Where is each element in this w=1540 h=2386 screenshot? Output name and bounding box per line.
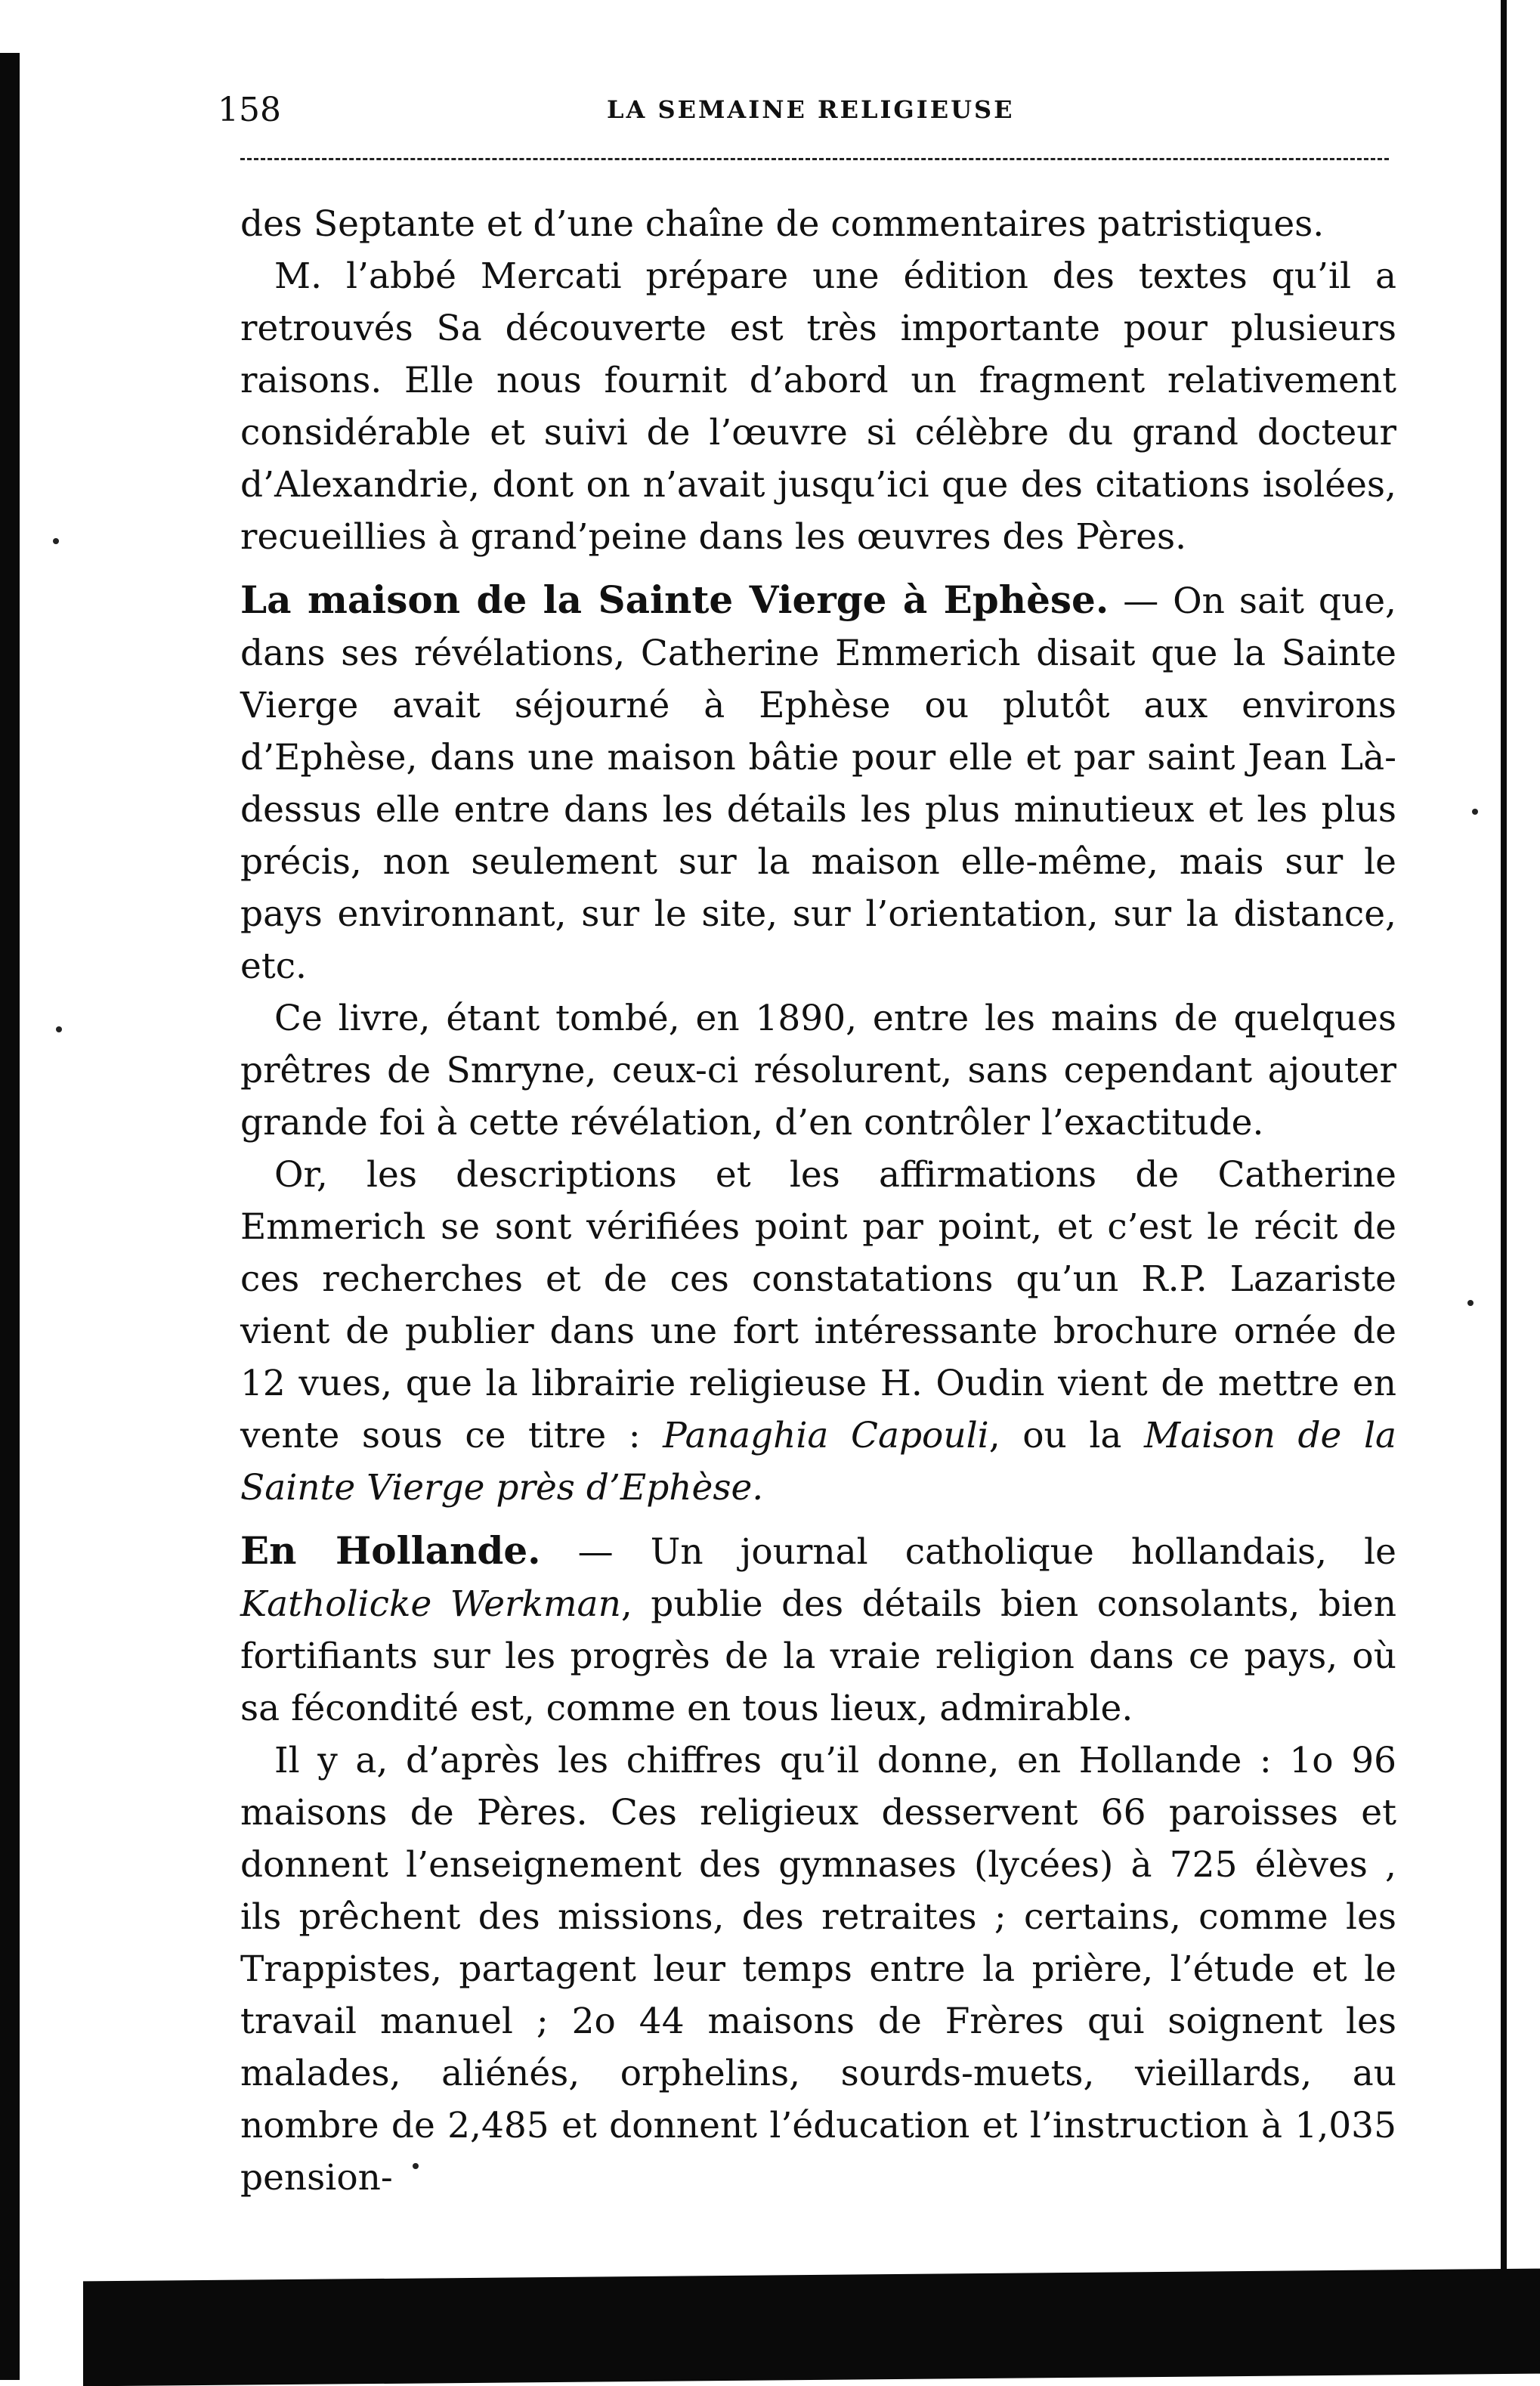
paragraph-brochure-joiner: , ou la: [988, 1415, 1145, 1456]
paragraph-mercati: M. l’abbé Mercati prépare une édition des textes qu’il a retrouvés Sa découverte est très importante pour plusieurs raisons. Elle nous fournit d’abord un fragment relativement considérable et suivi de l’œuvre si célèbre du grand docteur d’Alexandrie, dont on n’avait jusqu’ici que des citations isolées, recueillies à grand’peine dans les œuvres des Pères.: [240, 255, 1396, 558]
paragraph-septante: des Septante et d’une chaîne de commentaires patristiques.: [240, 203, 1325, 245]
paragraph-smyrne: Ce livre, étant tombé, en 1890, entre les mains de quelques prêtres de Smryne, ceux-ci résolurent, sans cependant ajouter grande foi à cette révélation, d’en contrôler l’exactitude.: [240, 998, 1396, 1143]
paragraph-brochure-text: Or, les descriptions et les affirmations de Catherine Emmerich se sont vérifiées point par point, et c’est le récit de ces recherches et de ces constatations qu’un R.P. Lazariste vient de publier dans une fort intéressante brochure ornée de 12 vues, que la librairie religieuse H. Oudin vient de mettre en vente sous ce titre :: [240, 1154, 1396, 1456]
scan-right-edge: [1501, 0, 1507, 2275]
paragraph-brochure: [240, 1149, 1396, 1514]
page-number: 158: [218, 91, 281, 129]
journal-title: Katholicke Werkman: [240, 1583, 621, 1625]
header-rule: [240, 158, 1389, 160]
page-header: [218, 91, 1389, 136]
section-text-hollande-cont: , publie des détails bien consolants, bien fortifiants sur les progrès de la vraie religion dans ce pays, où sa fécondité est, comme en tous lieux, admirable.: [240, 1583, 1396, 1729]
book-subtitle: Maison de la Sainte Vierge près d’Ephèse.: [240, 1415, 1397, 1509]
scan-speck: [1467, 1300, 1474, 1306]
section-text-hollande: — Un journal catholique hollandais, le: [540, 1531, 1396, 1573]
scan-bottom-edge: [83, 2269, 1540, 2386]
book-title: Panaghia Capouli: [663, 1415, 989, 1456]
running-title: LA SEMAINE RELIGIEUSE: [607, 95, 1015, 124]
section-title-hollande: En Hollande.: [240, 1528, 541, 1573]
section-ephese: [240, 574, 1396, 992]
scan-left-edge: [0, 53, 20, 2380]
paragraph-statistics: Il y a, d’après les chiffres qu’il donne, en Hollande : 1o 96 maisons de Pères. Ces religieux desservent 66 paroisses et donnent l’enseignement des gymnases (lycées) à 725 élèves , ils prêchent des missions, des retraites ; certains, comme les Trappistes, partagent leur temps entre la prière, l’étude et le travail manuel ; 2o 44 maisons de Frères qui soignent les malades, aliénés, orphelins, sourds-muets, vieillards, au nombre de 2,485 et donnent l’éducation et l’instruction à 1,035 pension-: [240, 1740, 1396, 2199]
article-body: [240, 198, 1396, 2204]
scan-speck: [53, 538, 59, 544]
section-text-ephese: — On sait que, dans ses révélations, Catherine Emmerich disait que la Sainte Vierge avait séjourné à Ephèse ou plutôt aux environs d’Ephèse, dans une maison bâtie pour elle et par saint Jean Là-dessus elle entre dans les détails les plus minutieux et les plus précis, non seulement sur la maison elle-même, mais sur le pays environnant, sur le site, sur l’orientation, sur la distance, etc.: [240, 580, 1396, 987]
scan-speck: [1472, 809, 1478, 815]
scan-speck: [56, 1026, 62, 1032]
section-title-ephese: La maison de la Sainte Vierge à Ephèse.: [240, 577, 1109, 622]
section-hollande: [240, 1524, 1396, 1735]
